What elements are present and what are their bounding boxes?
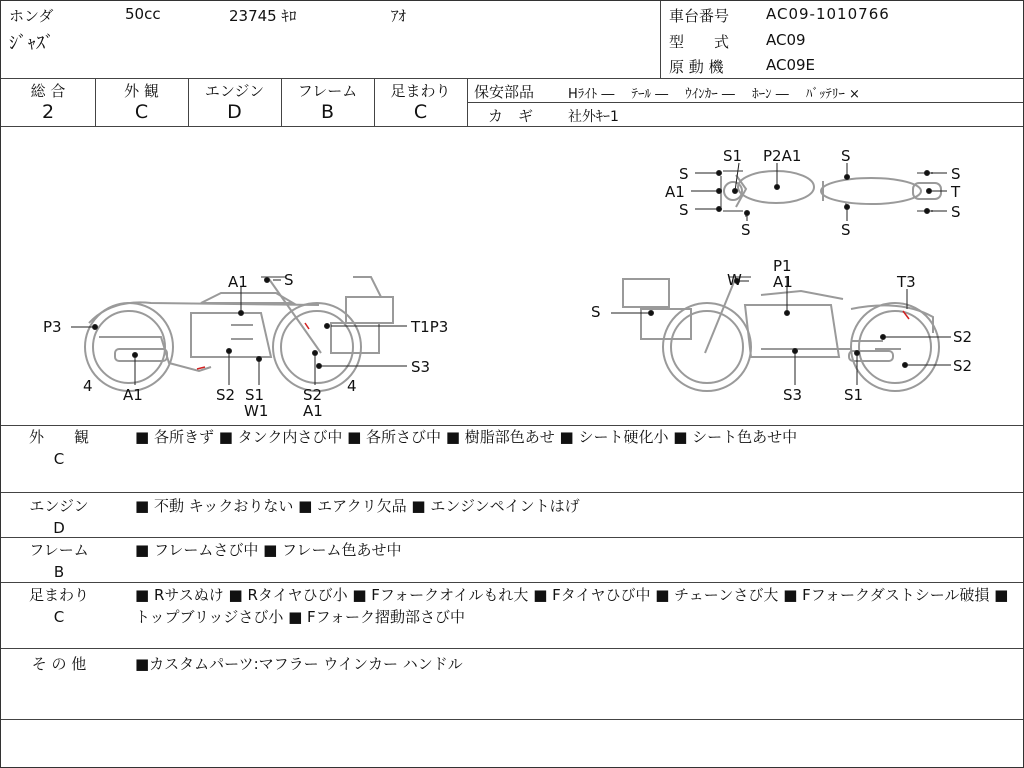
mark-label: A1	[665, 183, 685, 201]
mark-label: S	[591, 303, 601, 321]
top-view-sketch	[721, 171, 941, 217]
section-exterior-text: ■ 各所きず ■ タンク内さび中 ■ 各所さび中 ■ 樹脂部色あせ ■ シート硬化小 ■ シート色あせ中	[135, 428, 798, 446]
displacement: 50cc	[125, 5, 161, 23]
grade-label: エンジン	[204, 82, 265, 100]
section-exterior-label	[9, 426, 109, 470]
mark-label: W	[727, 271, 742, 289]
mark-label: S2	[953, 328, 973, 346]
grid-line	[467, 78, 468, 126]
mark-label: A1	[228, 273, 248, 291]
safety-parts-title: 保安部品	[474, 83, 535, 101]
section-title: そ の 他	[31, 655, 87, 673]
frame-number-value: AC09-1010766	[766, 5, 890, 23]
grid-line	[1, 719, 1023, 720]
mark-label: 4	[83, 377, 93, 395]
damage-diagram	[1, 127, 1023, 425]
mark-label: S3	[783, 386, 803, 404]
grade-label: 総 合	[30, 82, 66, 100]
section-frame-text: ■ フレームさび中 ■ フレーム色あせ中	[135, 541, 402, 559]
mark-label: T1P3	[411, 318, 449, 336]
section-engine-text: ■ 不動 キックおりない ■ エアクリ欠品 ■ エンジンペイントはげ	[135, 497, 580, 515]
mark-label: S	[951, 165, 961, 183]
section-grade: C	[53, 450, 65, 468]
damage-highlights	[197, 311, 909, 369]
grade-label: 外 観	[124, 82, 159, 100]
safety-parts-items: Hﾗｲﾄ ― ﾃｰﾙ ― ｳｲﾝｶｰ ― ﾎｰﾝ ― ﾊﾞｯﾃﾘｰ ×	[568, 87, 860, 102]
mark-label: S	[284, 271, 294, 289]
mark-label: S1	[723, 147, 743, 165]
mark-label: S	[841, 147, 851, 165]
mark-label: W1	[244, 402, 269, 420]
mark-label: 4	[347, 377, 357, 395]
section-suspension-text: ■ Rサスぬけ ■ Rタイヤひび小 ■ Fフォークオイルもれ大 ■ Fタイヤひび中 ■ チェーンさび大 ■ Fフォークダストシール破損 ■ トップブリッジさび小 ■ Fフォーク摺動部さび中	[135, 586, 1009, 626]
mark-label: S	[741, 221, 751, 239]
mileage: 23745 ｷﾛ	[229, 7, 297, 25]
key-value: 社外ｷｰ1	[568, 109, 619, 125]
mark-label: S2	[303, 386, 323, 404]
section-frame-label	[9, 539, 109, 583]
grade-label: フレーム	[297, 82, 358, 100]
mark-label: S3	[411, 358, 431, 376]
mark-label: P3	[43, 318, 62, 336]
grade-overall	[1, 80, 95, 123]
grade-frame	[281, 80, 374, 123]
color: ｱｵ	[391, 7, 407, 25]
section-title: フレーム	[29, 541, 89, 559]
grade-exterior	[95, 80, 188, 123]
mark-label: S1	[844, 386, 864, 404]
section-grade: B	[53, 563, 65, 581]
grade-value: C	[413, 101, 428, 123]
grid-line	[1, 648, 1023, 649]
model-type-label: 型 式	[669, 33, 730, 51]
mark-label: T	[951, 183, 961, 201]
section-title: 外 観	[28, 428, 89, 446]
section-grade: D	[53, 519, 65, 537]
mark-label: P2A1	[763, 147, 802, 165]
grade-suspension	[374, 80, 467, 123]
header-divider	[660, 1, 661, 78]
leader-lines	[71, 163, 951, 385]
engine-model-value: AC09E	[766, 56, 816, 74]
section-title: 足まわり	[28, 586, 89, 604]
maker-name: ホンダ	[9, 7, 54, 25]
grid-line	[1, 537, 1023, 538]
grade-value: B	[320, 101, 335, 123]
mark-label: S	[679, 201, 689, 219]
grade-value: C	[134, 101, 149, 123]
mark-label: S2	[953, 357, 973, 375]
engine-model-label: 原 動 機	[669, 58, 724, 76]
mark-label: T3	[897, 273, 916, 291]
grid-line	[1, 582, 1023, 583]
section-grade: C	[53, 608, 65, 626]
mark-label: S1	[245, 386, 265, 404]
left-view-sketch	[85, 277, 393, 391]
section-title: エンジン	[29, 497, 89, 515]
grade-value: D	[227, 101, 242, 123]
grid-line	[1, 492, 1023, 493]
mark-label: P1	[773, 257, 792, 275]
section-other-text: ■カスタムパーツ:マフラー ウインカー ハンドル	[135, 655, 463, 673]
frame-number-label: 車台番号	[669, 7, 730, 25]
mark-label: S	[841, 221, 851, 239]
mark-label: A1	[773, 273, 793, 291]
grid-line	[468, 102, 1023, 103]
mark-label: S	[679, 165, 689, 183]
mark-label: A1	[303, 402, 323, 420]
model-name: ｼﾞｬｽﾞ	[9, 33, 54, 54]
mark-label: S2	[216, 386, 236, 404]
section-other-label	[9, 653, 109, 675]
section-engine-label	[9, 495, 109, 539]
mark-label: S	[951, 203, 961, 221]
key-label: カ ギ	[488, 107, 534, 125]
right-view-sketch	[623, 277, 939, 391]
section-suspension-label	[9, 584, 109, 628]
grade-value: 2	[41, 101, 55, 123]
mark-label: A1	[123, 386, 143, 404]
model-type-value: AC09	[766, 31, 806, 49]
grade-label: 足まわり	[390, 82, 451, 100]
grid-line	[1, 78, 1023, 79]
grade-engine	[188, 80, 281, 123]
